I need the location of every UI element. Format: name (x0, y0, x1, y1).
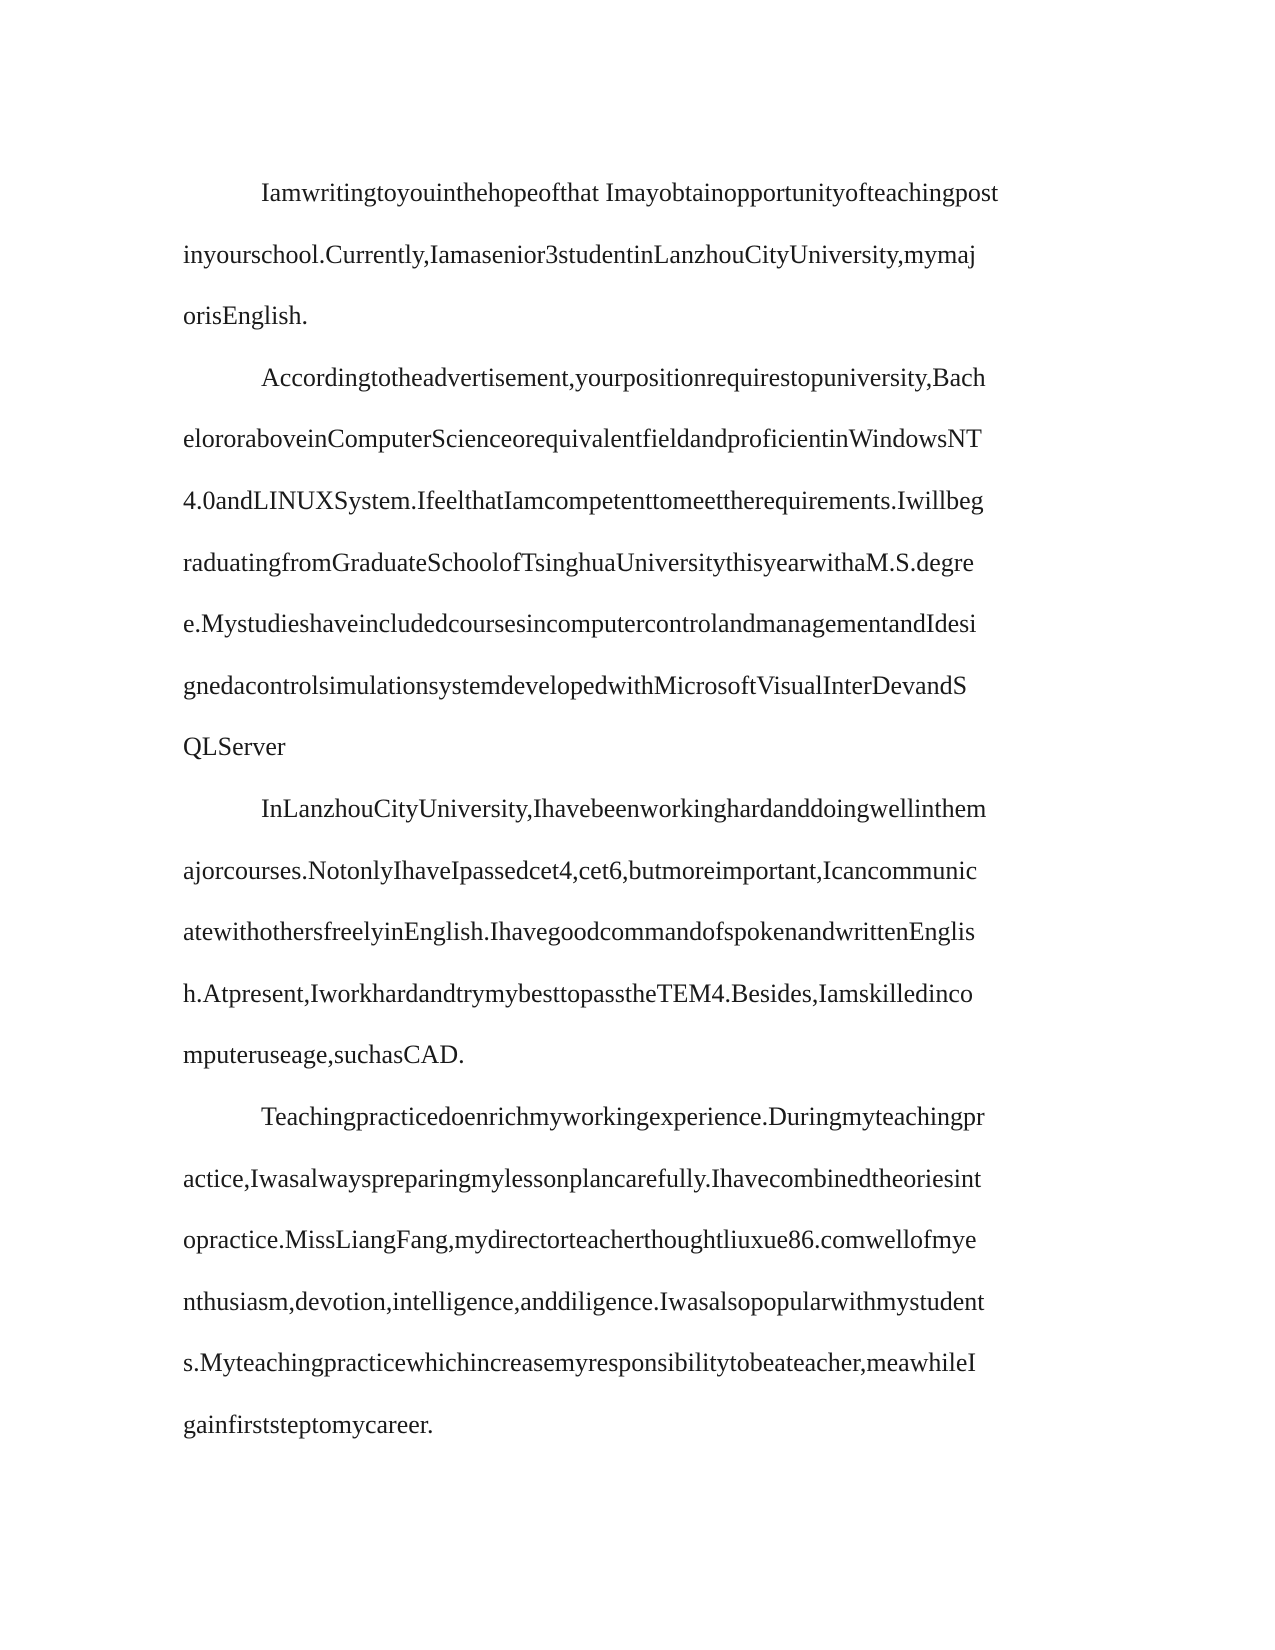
text-line: ajorcourses.NotonlyIhaveIpassedcet4,cet6,butmoreimportant,Icancommunic (183, 855, 978, 885)
text-line: s.Myteachingpracticewhichincreasemyresponsibilitytobeateacher,meawhileI (183, 1348, 977, 1378)
text-line: e.MystudieshaveincludedcoursesincomputercontrolandmanagementandIdesi (183, 609, 977, 639)
text-line: QLServer (183, 732, 286, 762)
text-line: actice,Iwasalwayspreparingmylessonplancarefully.Ihavecombinedtheoriesint (183, 1163, 982, 1193)
text-line: h.Atpresent,IworkhardandtrymybesttopasstheTEM4.Besides,Iamskilledinco (183, 978, 973, 1008)
text-line: InLanzhouCityUniversity,Ihavebeenworkinghardanddoingwellinthem (261, 793, 987, 823)
text-line: opractice.MissLiangFang,mydirectorteacherthoughtliuxue86.comwellofmye (183, 1225, 977, 1255)
text-line: gainfirststeptomycareer. (183, 1409, 434, 1439)
text-line: nthusiasm,devotion,intelligence,anddiligence.Iwasalsopopularwithmystudent (183, 1286, 985, 1316)
text-line: Iamwritingtoyouinthehopeofthat Imayobtainopportunityofteachingpost (261, 178, 999, 207)
text-line: mputeruseage,suchasCAD. (183, 1040, 465, 1070)
text-line: raduatingfromGraduateSchoolofTsinghuaUniversitythisyearwithaM.S.degre (183, 547, 974, 577)
text-line: Teachingpracticedoenrichmyworkingexperience.Duringmyteachingpr (261, 1101, 985, 1131)
paragraph (183, 347, 1083, 778)
text-line: Accordingtotheadvertisement,yourpositionrequirestopuniversity,Bach (261, 362, 986, 392)
text-line: atewithothersfreelyinEnglish.IhavegoodcommandofspokenandwrittenEnglis (183, 917, 976, 947)
paragraph (183, 1086, 1083, 1456)
text-line: gnedacontrolsimulationsystemdevelopedwithMicrosoftVisualInterDevandS (183, 670, 968, 700)
text-line: inyourschool.Currently,Iamasenior3studentinLanzhouCityUniversity,mymaj (183, 239, 977, 269)
text-line: orisEnglish. (183, 301, 308, 331)
letter-body (183, 162, 1083, 1455)
text-line: 4.0andLINUXSystem.IfeelthatIamcompetenttomeettherequirements.Iwillbeg (183, 485, 984, 515)
paragraph (183, 162, 1083, 347)
text-line: elororaboveinComputerScienceorequivalentfieldandproficientinWindowsNT (183, 424, 982, 454)
paragraph (183, 778, 1083, 1086)
